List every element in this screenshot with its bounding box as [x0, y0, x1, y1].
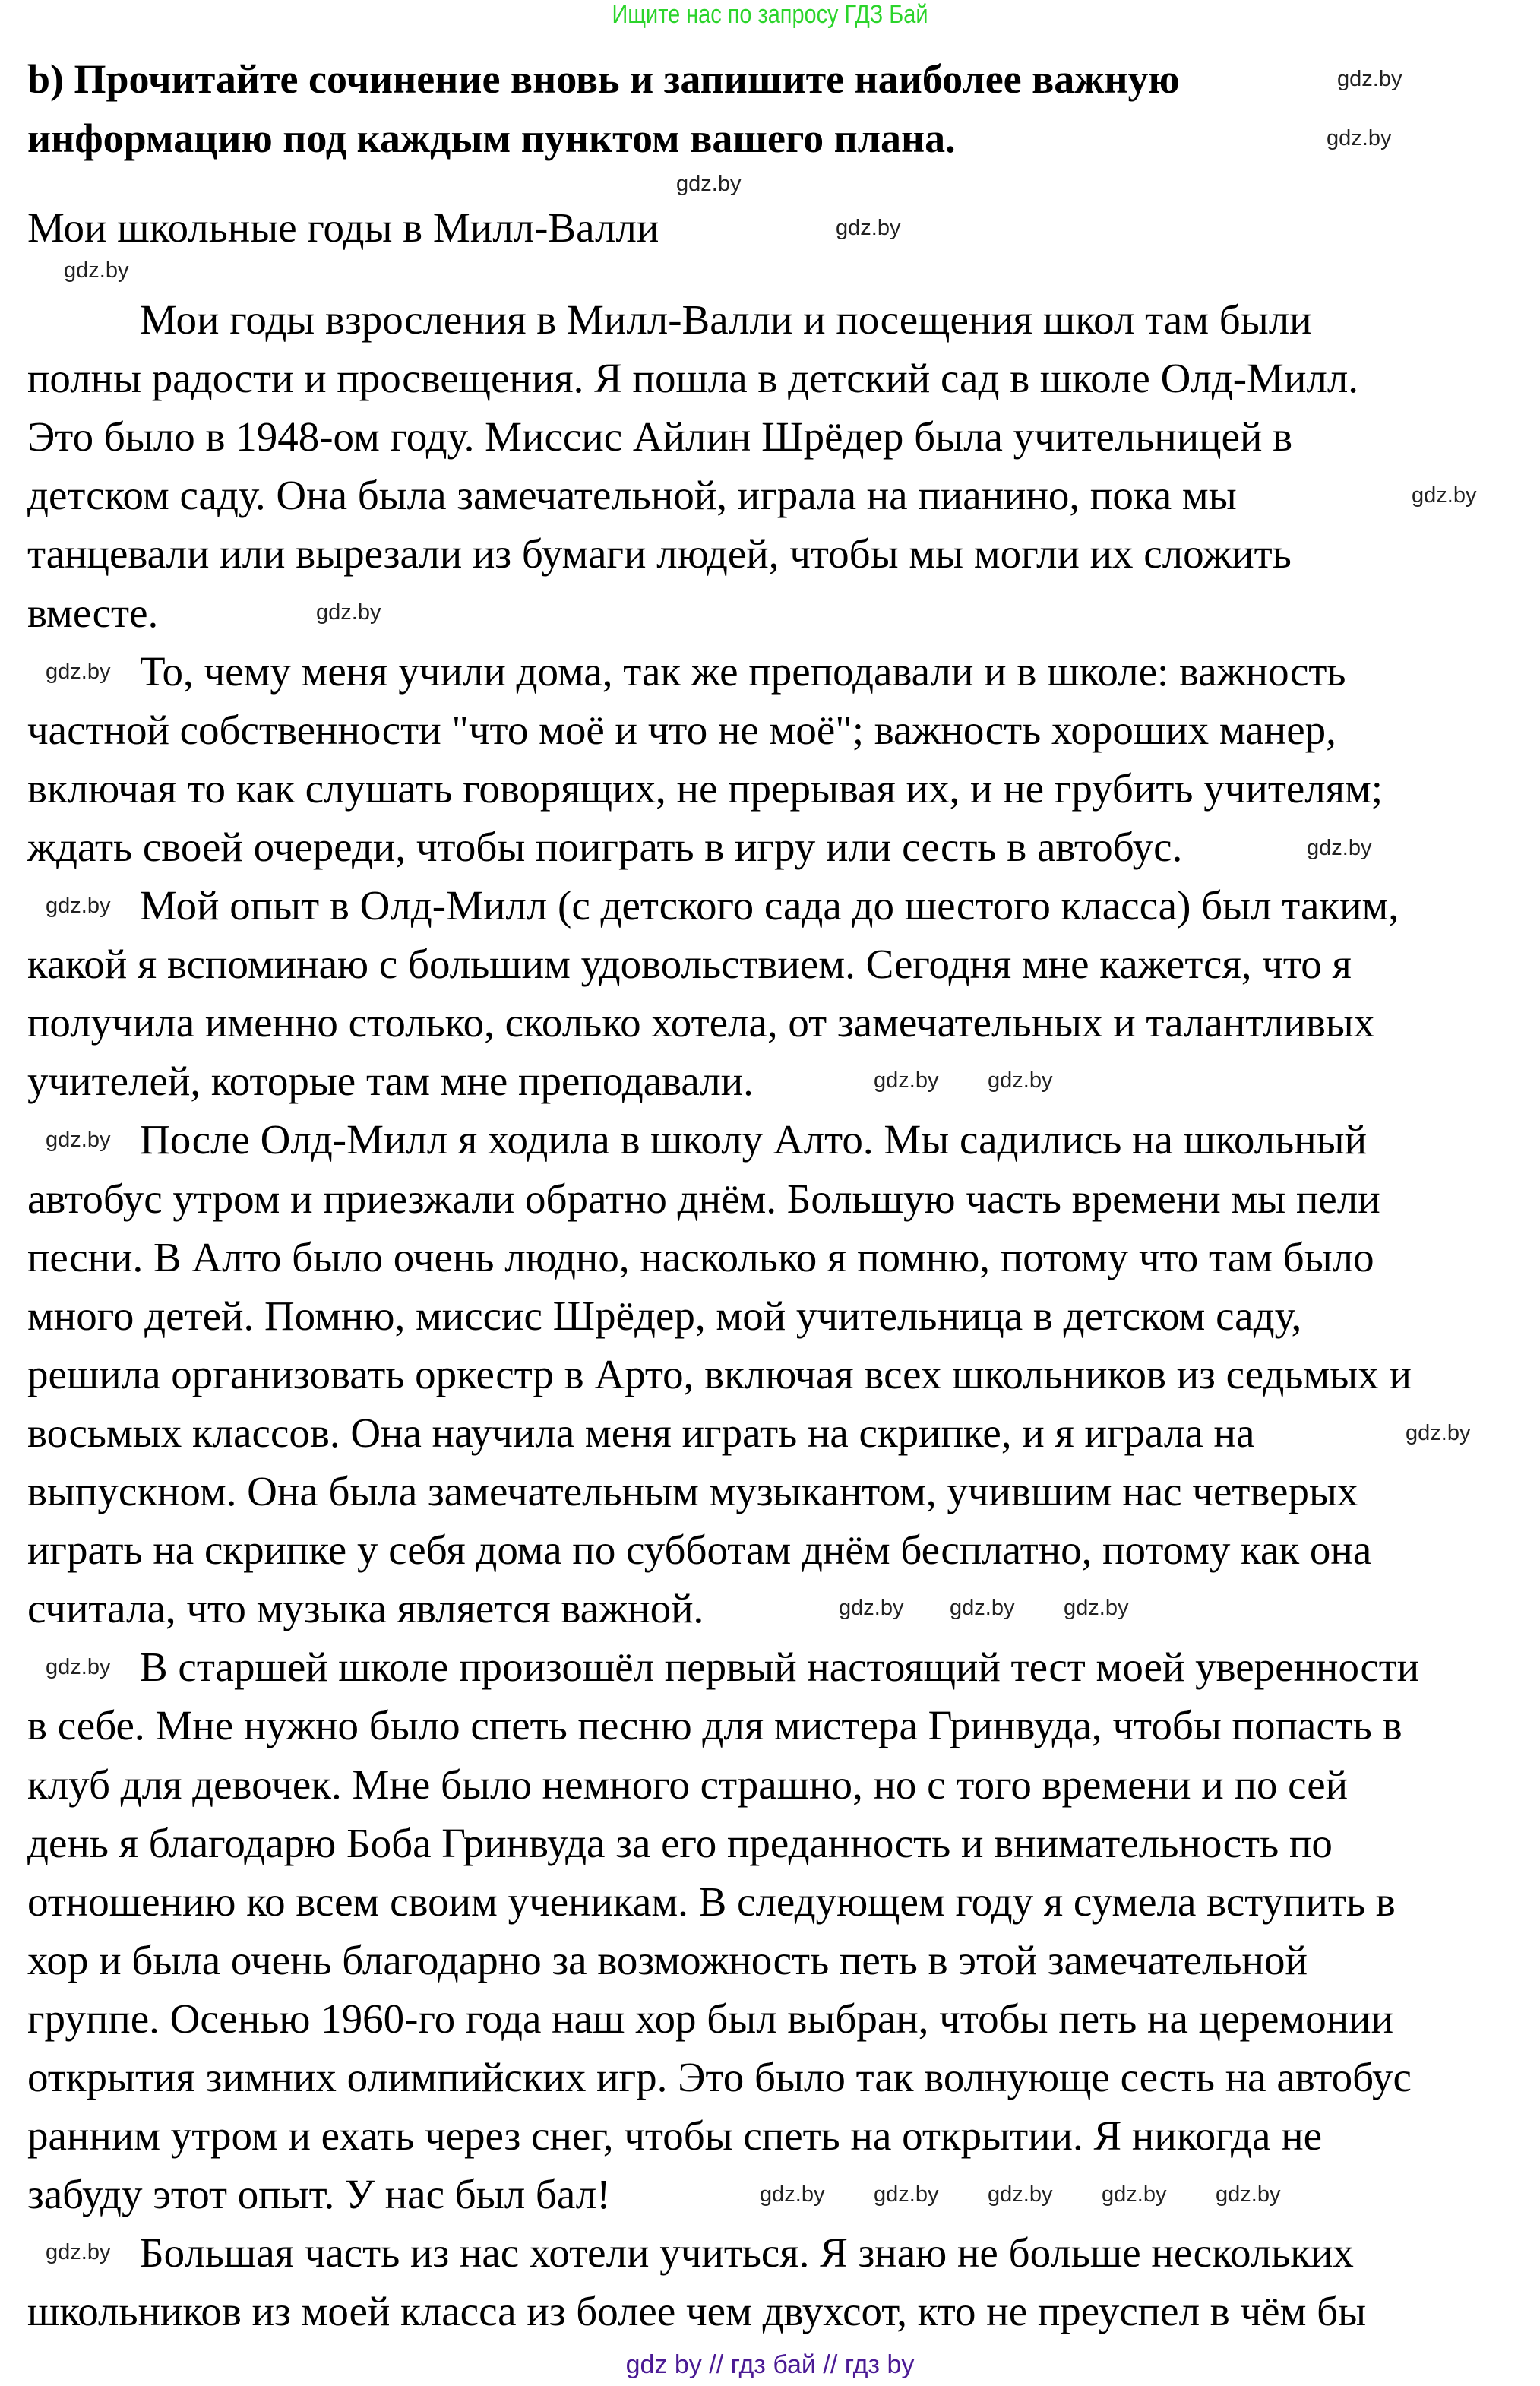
text-line: В старшей школе произошёл первый настоящий тест моей уверенности: [140, 1644, 1420, 1691]
watermark-text: gdz.by: [676, 172, 742, 196]
text-line: восьмых классов. Она научила меня играть на скрипке, и я играла на: [27, 1409, 1255, 1456]
text-line: хор и была очень благодарно за возможность петь в этой замечательной: [27, 1936, 1308, 1983]
watermark-text: gdz.by: [839, 1596, 904, 1620]
search-hint-banner: Ищите нас по запросу ГДЗ Бай: [612, 0, 928, 29]
text-line: отношению ко всем своим ученикам. В следующем году я сумела вступить в: [27, 1878, 1396, 1925]
task-title-line-2: информацию под каждым пунктом вашего плана.: [27, 116, 956, 161]
watermark-text: gdz.by: [64, 258, 129, 283]
watermark-text: gdz.by: [874, 1068, 939, 1093]
text-line: открытия зимних олимпийских игр. Это было так волнующе сесть на автобус: [27, 2054, 1412, 2100]
text-line: включая то как слушать говорящих, не прерывая их, и не грубить учителям;: [27, 764, 1383, 812]
text-line: в себе. Мне нужно было спеть песню для мистера Гринвуда, чтобы попасть в: [27, 1702, 1402, 1749]
text-line: Мои годы взросления в Милл-Валли и посещения школ там были: [140, 296, 1312, 343]
text-line: группе. Осенью 1960-го года наш хор был выбран, чтобы петь на церемонии: [27, 1995, 1394, 2042]
footer-links: gdz by // гдз бай // гдз by: [625, 2350, 915, 2379]
watermark-text: gdz.by: [1327, 126, 1392, 150]
watermark-text: gdz.by: [1064, 1596, 1129, 1620]
text-line: какой я вспоминаю с большим удовольствием. Сегодня мне кажется, что я: [27, 941, 1352, 988]
text-line: вместе.: [27, 589, 159, 636]
watermark-text: gdz.by: [46, 894, 111, 918]
text-line: школьников из моей класса из более чем двухсот, кто не преуспел в чём бы: [27, 2288, 1367, 2335]
text-line: клуб для девочек. Мне было немного страшно, но с того времени и по сей: [27, 1761, 1349, 1808]
watermark-text: gdz.by: [1412, 483, 1477, 508]
watermark-text: gdz.by: [1102, 2182, 1167, 2207]
watermark-text: gdz.by: [46, 1655, 111, 1679]
text-line: получила именно столько, сколько хотела, от замечательных и талантливых: [27, 999, 1375, 1046]
text-line: автобус утром и приезжали обратно днём. Большую часть времени мы пели: [27, 1175, 1380, 1222]
watermark-text: gdz.by: [988, 2182, 1053, 2207]
essay-title: Мои школьные годы в Милл-Валли: [27, 204, 659, 251]
watermark-text: gdz.by: [950, 1596, 1015, 1620]
watermark-text: gdz.by: [1216, 2182, 1281, 2207]
text-line: ждать своей очереди, чтобы поиграть в игру или сесть в автобус.: [27, 823, 1183, 870]
text-line: решила организовать оркестр в Арто, включая всех школьников из седьмых и: [27, 1350, 1412, 1397]
text-line: играть на скрипке у себя дома по субботам днём бесплатно, потому как она: [27, 1527, 1372, 1574]
text-line: То, чему меня учили дома, так же преподавали и в школе: важность: [140, 647, 1346, 695]
watermark-text: gdz.by: [760, 2182, 825, 2207]
text-line: Большая часть из нас хотели учиться. Я знаю не больше нескольких: [140, 2229, 1354, 2277]
text-line: учителей, которые там мне преподавали.: [27, 1058, 754, 1105]
text-line: полны радости и просвещения. Я пошла в детский сад в школе Олд-Милл.: [27, 355, 1359, 402]
text-line: танцевали или вырезали из бумаги людей, чтобы мы могли их сложить: [27, 530, 1292, 578]
watermark-text: gdz.by: [46, 1128, 111, 1152]
text-line: забуду этот опыт. У нас был бал!: [27, 2171, 611, 2218]
watermark-text: gdz.by: [316, 600, 381, 625]
watermark-text: gdz.by: [836, 216, 901, 240]
text-line: детском саду. Она была замечательной, играла на пианино, пока мы: [27, 472, 1237, 519]
text-line: ранним утром и ехать через снег, чтобы спеть на открытии. Я никогда не: [27, 2112, 1323, 2160]
text-line: выпускном. Она была замечательным музыкантом, учившим нас четверых: [27, 1468, 1358, 1514]
text-line: песни. В Алто было очень людно, насколько я помню, потому что там было: [27, 1233, 1374, 1280]
text-line: Мой опыт в Олд-Милл (с детского сада до шестого класса) был таким,: [140, 882, 1399, 929]
watermark-text: gdz.by: [46, 2240, 111, 2264]
watermark-text: gdz.by: [1307, 836, 1372, 860]
text-line: день я благодарю Боба Гринвуда за его преданность и внимательность по: [27, 1819, 1333, 1866]
text-line: частной собственности "что моё и что не моё"; важность хороших манер,: [27, 706, 1336, 753]
watermark-text: gdz.by: [46, 660, 111, 684]
watermark-text: gdz.by: [1337, 67, 1402, 91]
text-line: считала, что музыка является важной.: [27, 1585, 704, 1632]
watermark-text: gdz.by: [1406, 1421, 1471, 1445]
text-line: После Олд-Милл я ходила в школу Алто. Мы садились на школьный: [140, 1116, 1368, 1163]
task-title-line-1: b) Прочитайте сочинение вновь и запишите наиболее важную: [27, 56, 1180, 102]
text-line: Это было в 1948-ом году. Миссис Айлин Шрёдер была учительницей в: [27, 413, 1293, 460]
watermark-text: gdz.by: [874, 2182, 939, 2207]
text-line: много детей. Помню, миссис Шрёдер, мой учительница в детском саду,: [27, 1292, 1302, 1339]
watermark-text: gdz.by: [988, 1068, 1053, 1093]
